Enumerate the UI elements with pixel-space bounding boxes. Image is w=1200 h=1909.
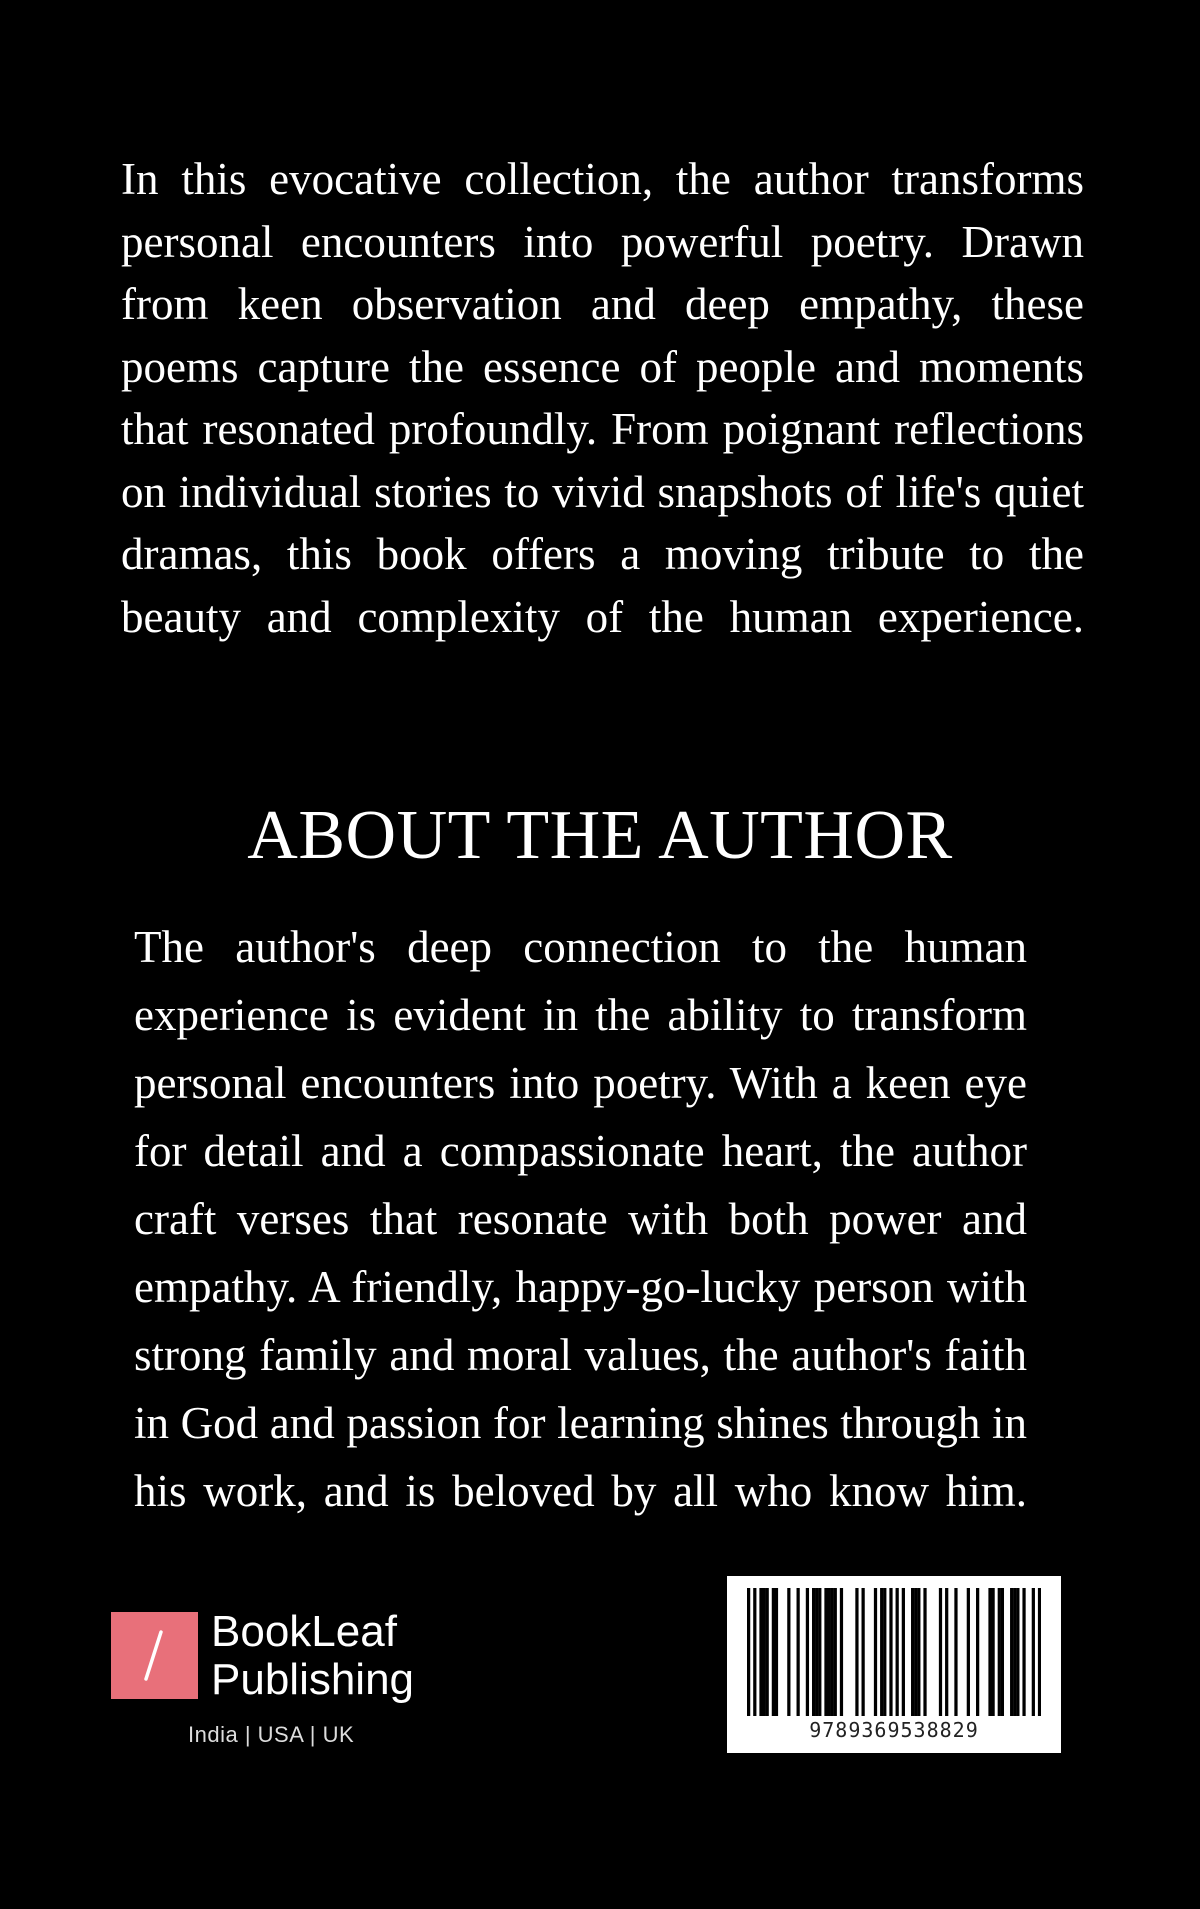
barcode-bar xyxy=(797,1588,800,1716)
barcode-bar xyxy=(840,1588,843,1716)
about-author-text: The author's deep connection to the human experience is evident in the ability to transform personal encounters into poetry. With a keen eye for detail and a compassionate heart, the author craft verses that resonate with both power and empathy. A friendly, happy-go-lucky person with strong family and moral values, the author's faith in God and passion for learning shines through in his work, and is beloved by all who know him. xyxy=(134,922,1027,1516)
barcode-bar xyxy=(917,1588,920,1716)
barcode-bar xyxy=(1001,1588,1004,1716)
barcode-bar xyxy=(883,1588,886,1716)
barcode-bar xyxy=(812,1588,815,1716)
barcode-bars xyxy=(747,1588,1041,1716)
barcode-bar xyxy=(787,1588,790,1716)
barcode-bar xyxy=(834,1588,837,1716)
barcode-bar xyxy=(896,1588,899,1716)
barcode-bar xyxy=(772,1588,775,1716)
publisher-regions: India | USA | UK xyxy=(188,1722,355,1747)
barcode-bar xyxy=(855,1588,858,1716)
slash-icon xyxy=(111,1612,198,1699)
publisher-name: BookLeaf Publishing xyxy=(211,1607,415,1704)
barcode-bar xyxy=(988,1588,991,1716)
barcode-bar xyxy=(1010,1588,1013,1716)
barcode-bar xyxy=(831,1588,834,1716)
barcode-bar xyxy=(759,1588,762,1716)
barcode-bar xyxy=(914,1588,917,1716)
barcode-bar xyxy=(967,1588,970,1716)
barcode-bar xyxy=(815,1588,818,1716)
about-author-heading: ABOUT THE AUTHOR xyxy=(247,797,953,874)
barcode-bar xyxy=(1016,1588,1019,1716)
barcode-bar xyxy=(945,1588,948,1716)
barcode-bar xyxy=(954,1588,957,1716)
barcode-bar xyxy=(824,1588,827,1716)
barcode-bar xyxy=(806,1588,809,1716)
barcode-bar xyxy=(998,1588,1001,1716)
publisher-logo xyxy=(111,1607,451,1752)
barcode-bar xyxy=(976,1588,979,1716)
barcode-bar xyxy=(762,1588,765,1716)
back-cover-blurb: In this evocative collection, the author transforms personal encounters into powerful poetry. Drawn from keen observation and deep empathy, these poems capture the essence of people and moments that resonated profoundly. From poignant reflections on individual stories to vivid snapshots of life's quiet dramas, this book offers a moving tribute to the beauty and complexity of the human experience. xyxy=(121,154,1084,642)
barcode-bar xyxy=(1022,1588,1025,1716)
barcode-bar xyxy=(766,1588,769,1716)
barcode-bar xyxy=(827,1588,830,1716)
isbn-number: 9789369538829 xyxy=(809,1718,979,1742)
barcode-bar xyxy=(923,1588,926,1716)
barcode-bar xyxy=(939,1588,942,1716)
barcode-bar xyxy=(991,1588,994,1716)
barcode-bar xyxy=(889,1588,892,1716)
isbn-barcode xyxy=(727,1576,1061,1753)
barcode-bar xyxy=(775,1588,778,1716)
barcode-bar xyxy=(1032,1588,1035,1716)
barcode-bar xyxy=(880,1588,883,1716)
barcode-bar xyxy=(1013,1588,1016,1716)
barcode-bar xyxy=(753,1588,756,1716)
barcode-bar xyxy=(1038,1588,1041,1716)
barcode-bar xyxy=(902,1588,905,1716)
barcode-bar xyxy=(747,1588,750,1716)
barcode-bar xyxy=(818,1588,821,1716)
barcode-bar xyxy=(911,1588,914,1716)
barcode-bar xyxy=(874,1588,877,1716)
barcode-bar xyxy=(862,1588,865,1716)
